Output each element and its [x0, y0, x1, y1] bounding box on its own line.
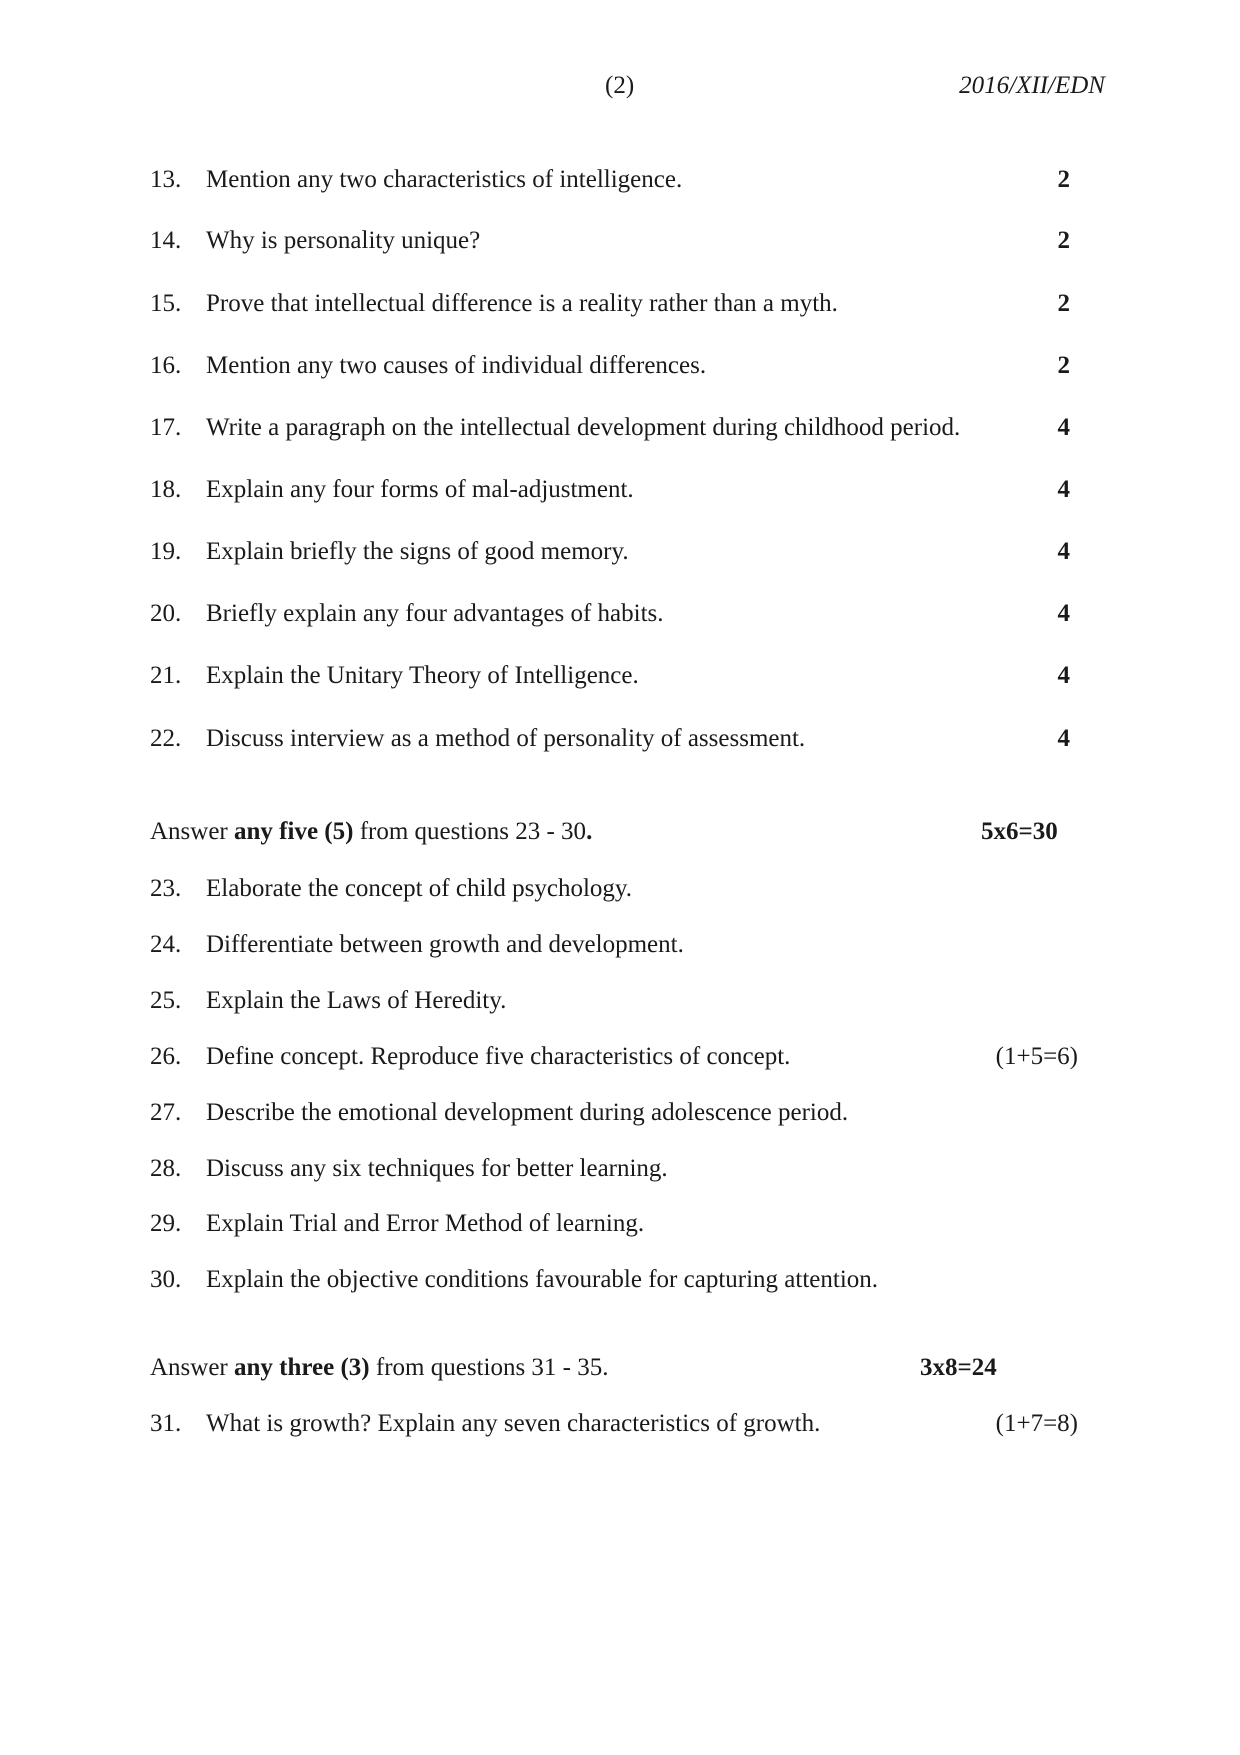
question-number: 22.	[150, 725, 182, 752]
question-number: 20.	[150, 600, 182, 627]
instruction-end: .	[586, 818, 593, 845]
question-text: Why is personality unique?	[206, 227, 481, 254]
question-marks: 4	[1057, 662, 1070, 689]
question-number: 16.	[150, 352, 182, 379]
question-14	[150, 223, 1070, 259]
paper-code: 2016/XII/EDN	[959, 72, 1105, 99]
page-number: (2)	[605, 72, 635, 99]
question-marks: 2	[1057, 166, 1070, 193]
question-text: Explain the Unitary Theory of Intelligence.	[206, 662, 639, 689]
section-c-marks: 3x8=24	[920, 1354, 997, 1381]
question-number: 28.	[150, 1155, 182, 1182]
question-number: 13.	[150, 166, 182, 193]
instruction-suffix: from questions 23 - 30	[353, 818, 587, 845]
question-text: Define concept. Reproduce five characteristics of concept.	[206, 1043, 791, 1070]
question-17	[150, 410, 1070, 446]
question-number: 24.	[150, 931, 182, 958]
instruction-bold: any three (3)	[234, 1354, 370, 1381]
question-text: Explain Trial and Error Method of learning.	[206, 1210, 645, 1237]
question-number: 27.	[150, 1099, 182, 1126]
section-b-marks: 5x6=30	[981, 818, 1058, 845]
question-text: Explain any four forms of mal-adjustment.	[206, 476, 634, 503]
question-number: 29.	[150, 1210, 182, 1237]
question-text: Prove that intellectual difference is a reality rather than a myth.	[206, 290, 838, 317]
question-number: 17.	[150, 414, 182, 441]
question-text: Mention any two causes of individual differences.	[206, 352, 707, 379]
question-13	[150, 162, 1070, 198]
question-text: Briefly explain any four advantages of habits.	[206, 600, 664, 627]
question-23	[150, 871, 1070, 907]
instruction-prefix: Answer	[150, 1354, 235, 1381]
question-marks: 2	[1057, 290, 1070, 317]
question-18	[150, 472, 1070, 508]
question-16	[150, 348, 1070, 384]
section-b-instruction	[150, 814, 1090, 850]
question-marks: 4	[1057, 538, 1070, 565]
question-number: 30.	[150, 1266, 182, 1293]
question-text: Explain the objective conditions favourable for capturing attention.	[206, 1266, 879, 1293]
question-20	[150, 596, 1070, 632]
question-marks: (1+7=8)	[995, 1410, 1078, 1437]
question-22	[150, 721, 1070, 757]
question-marks: 4	[1057, 600, 1070, 627]
page-header	[0, 72, 1240, 112]
question-text: Explain the Laws of Heredity.	[206, 987, 507, 1014]
question-30	[150, 1262, 1070, 1298]
question-text: What is growth? Explain any seven characteristics of growth.	[206, 1410, 821, 1437]
question-text: Mention any two characteristics of intelligence.	[206, 166, 683, 193]
question-26	[150, 1039, 1078, 1075]
instruction-bold: any five (5)	[234, 818, 354, 845]
question-24	[150, 927, 1070, 963]
question-28	[150, 1151, 1070, 1187]
question-31	[150, 1406, 1078, 1442]
question-text: Write a paragraph on the intellectual development during childhood period.	[206, 414, 961, 441]
question-29	[150, 1206, 1070, 1242]
question-text: Discuss interview as a method of personality of assessment.	[206, 725, 806, 752]
question-text: Differentiate between growth and development.	[206, 931, 684, 958]
question-number: 19.	[150, 538, 182, 565]
instruction-suffix: from questions 31 - 35.	[369, 1354, 609, 1381]
question-number: 26.	[150, 1043, 182, 1070]
question-number: 25.	[150, 987, 182, 1014]
instruction-prefix: Answer	[150, 818, 235, 845]
question-number: 15.	[150, 290, 182, 317]
question-21	[150, 658, 1070, 694]
question-text: Explain briefly the signs of good memory.	[206, 538, 629, 565]
question-number: 14.	[150, 227, 182, 254]
question-27	[150, 1095, 1070, 1131]
question-19	[150, 534, 1070, 570]
question-marks: 4	[1057, 476, 1070, 503]
question-number: 21.	[150, 662, 182, 689]
section-c-instruction	[150, 1350, 1090, 1386]
question-text: Describe the emotional development during adolescence period.	[206, 1099, 849, 1126]
question-marks: 2	[1057, 352, 1070, 379]
question-marks: (1+5=6)	[995, 1043, 1078, 1070]
question-marks: 2	[1057, 227, 1070, 254]
question-number: 23.	[150, 875, 182, 902]
question-marks: 4	[1057, 414, 1070, 441]
question-25	[150, 983, 1070, 1019]
question-number: 31.	[150, 1410, 182, 1437]
question-text: Elaborate the concept of child psychology.	[206, 875, 633, 902]
question-text: Discuss any six techniques for better learning.	[206, 1155, 668, 1182]
question-number: 18.	[150, 476, 182, 503]
question-marks: 4	[1057, 725, 1070, 752]
question-15	[150, 286, 1070, 322]
